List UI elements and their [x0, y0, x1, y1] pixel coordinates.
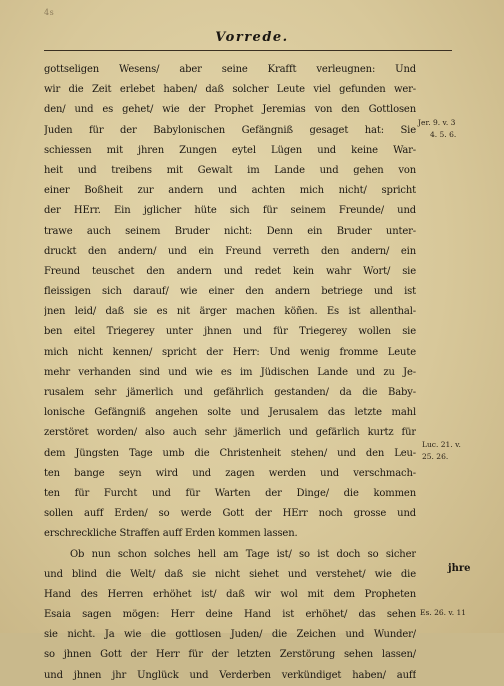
text-line: trawe auch seinem Bruder nicht: Denn ein Bruder unter-: [44, 225, 416, 237]
margin-note: Es. 26. v. 11: [420, 608, 467, 617]
catchword: jhre: [448, 563, 471, 574]
text-line: zerstöret worden/ also auch sehr jämerlich und gefärlich kurtz für: [44, 427, 416, 439]
text-line: so jhnen Gott der Herr für der letzten Zerstörung sehen lassen/: [44, 649, 416, 661]
page-marker: 4s: [44, 8, 55, 17]
text-line: sie nicht. Ja wie die gottlosen Juden/ die Zeichen und Wunder/: [44, 629, 416, 641]
text-line: schiessen mit jhren Zungen eytel Lügen und keine War-: [44, 144, 416, 156]
page-header: Vorrede.: [0, 30, 504, 45]
text-line: gottseligen Wesens/ aber seine Krafft verleugnen: Und: [44, 64, 416, 75]
text-line: erschreckliche Straffen auff Erden kommen lassen.: [44, 528, 298, 540]
text-line: Ob nun schon solches hell am Tage ist/ so ist doch so sicher: [70, 548, 416, 560]
text-line: rusalem sehr jämerlich und gefährlich gestanden/ da die Baby-: [44, 387, 416, 398]
text-line: lonische Gefängniß angehen solte und Jerusalem das letzte mahl: [44, 407, 416, 419]
text-line: mehr verhanden sind und wie es im Jüdischen Lande und zu Je-: [44, 366, 416, 378]
text-line: sollen auff Erden/ so werde Gott der HErr noch grosse und: [44, 508, 416, 520]
text-line: ten für Furcht und für Warten der Dinge/ die kommen: [44, 487, 416, 499]
text-line: Esaia sagen mögen: Herr deine Hand ist erhöhet/ das sehen: [44, 609, 416, 621]
margin-note: 4. 5. 6.: [430, 130, 457, 139]
text-line: jnen leid/ daß sie es nit ärger machen köñen. Es ist allenthal-: [44, 306, 416, 318]
margin-note: Jer. 9. v. 3: [418, 118, 456, 127]
text-block: [44, 60, 416, 686]
text-line: den/ und es gehet/ wie der Prophet Jeremias von den Gottlosen: [44, 104, 416, 116]
text-line: fleissigen sich darauf/ wie einer den andern betriege und ist: [44, 286, 416, 298]
text-line: ben eitel Triegerey unter jhnen und für Triegerey wollen sie: [44, 326, 416, 338]
text-line: Freund teuschet den andern und redet kein wahr Wort/ sie: [44, 265, 416, 277]
text-line: ten bange seyn wird und zagen werden und verschmach-: [44, 467, 416, 479]
text-line: und blind die Welt/ daß sie nicht siehet und verstehet/ wie die: [44, 568, 416, 580]
text-line: dem Jüngsten Tage umb die Christenheit stehen/ und den Leu-: [44, 447, 416, 459]
margin-note: Luc. 21. v.: [422, 440, 461, 449]
text-line: heit und treibens mit Gewalt im Lande und gehen von: [44, 164, 416, 176]
margin-note: 25. 26.: [422, 452, 449, 461]
text-line: und jhnen jhr Unglück und Verderben verkündiget haben/ auff: [44, 669, 416, 681]
text-line: Juden für der Babylonischen Gefängniß gesaget hat: Sie: [44, 124, 416, 136]
text-line: mich nicht kennen/ spricht der Herr: Und wenig fromme Leute: [44, 346, 416, 358]
text-line: der HErr. Ein jglicher hüte sich für seinem Freunde/ und: [44, 205, 416, 217]
text-line: Hand des Herren erhöhet ist/ daß wir wol mit dem Propheten: [44, 588, 416, 600]
text-line: wir die Zeit erlebet haben/ daß solcher Leute viel gefunden wer-: [44, 84, 416, 96]
text-line: einer Boßheit zur andern und achten mich nicht/ spricht: [44, 185, 416, 197]
text-line: druckt den andern/ und ein Freund verreth den andern/ ein: [44, 245, 416, 257]
